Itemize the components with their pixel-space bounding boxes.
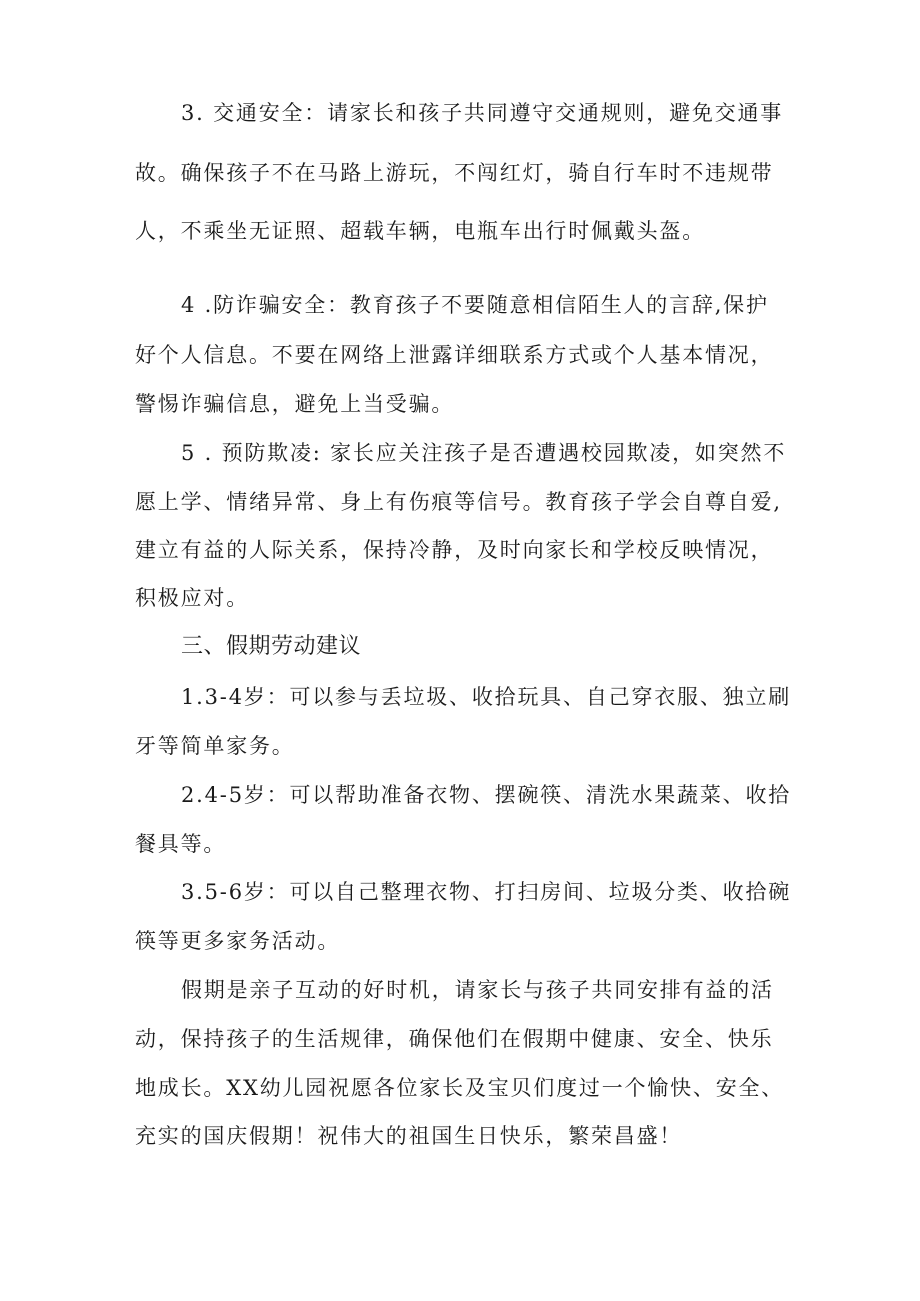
- paragraph-line: 地成长。XX幼儿园祝愿各位家长及宝贝们度过一个愉快、安全、: [135, 1076, 785, 1100]
- paragraph-line: 人，不乘坐无证照、超载车辆，电瓶车出行时佩戴头盔。: [135, 219, 705, 243]
- paragraph-line: 充实的国庆假期！祝伟大的祖国生日快乐，繁荣昌盛！: [135, 1124, 683, 1148]
- paragraph-line: 故。确保孩子不在马路上游玩，不闯红灯，骑自行车时不违规带: [135, 161, 774, 185]
- paragraph-line: 假期是亲子互动的好时机，请家长与孩子共同安排有益的活: [181, 978, 774, 1002]
- paragraph-line: 3. 交通安全：请家长和孩子共同遵守交通规则，避免交通事: [181, 101, 784, 125]
- paragraph-line: 愿上学、情绪异常、身上有伤痕等信号。教育孩子学会自尊自爱,: [135, 490, 782, 514]
- paragraph-line: 牙等简单家务。: [135, 734, 295, 758]
- paragraph-line: 警惕诈骗信息，避免上当受骗。: [135, 392, 455, 416]
- paragraph-line: 3.5-6岁：可以自己整理衣物、打扫房间、垃圾分类、收拾碗: [181, 880, 792, 904]
- paragraph-line: 1.3-4岁：可以参与丢垃圾、收拾玩具、自己穿衣服、独立刷: [181, 685, 792, 709]
- paragraph-line: 积极应对。: [135, 586, 249, 610]
- paragraph-line: 动，保持孩子的生活规律，确保他们在假期中健康、安全、快乐: [135, 1027, 774, 1051]
- paragraph-line: 好个人信息。不要在网络上泄露详细联系方式或个人基本情况，: [135, 343, 774, 367]
- section-heading: 三、假期劳动建议: [181, 634, 362, 659]
- paragraph-line: 建立有益的人际关系，保持冷静，及时向家长和学校反映情况，: [135, 538, 774, 562]
- paragraph-line: 筷等更多家务活动。: [135, 929, 341, 953]
- paragraph-line: 5 . 预防欺凌: 家长应关注孩子是否遭遇校园欺凌，如突然不: [181, 441, 787, 465]
- paragraph-line: 餐具等。: [135, 832, 227, 856]
- paragraph-line: 2.4-5岁：可以帮助准备衣物、摆碗筷、清洗水果蔬菜、收拾: [181, 783, 792, 807]
- paragraph-line: 4 .防诈骗安全：教育孩子不要随意相信陌生人的言辞,保护: [181, 293, 769, 317]
